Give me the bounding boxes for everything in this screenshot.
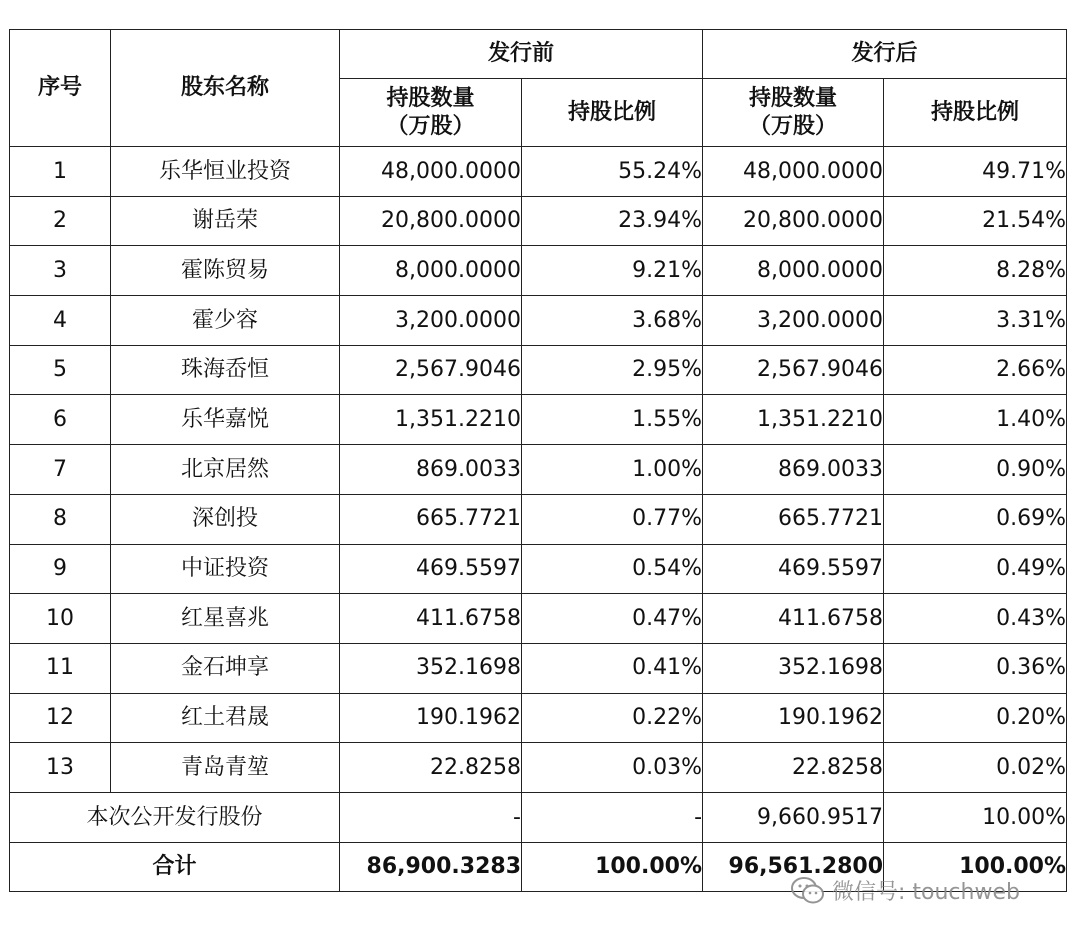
table-row [10, 147, 1067, 197]
cell-before-ratio: 23.94% [522, 196, 703, 246]
cell-after-shares: 8,000.0000 [703, 246, 884, 296]
header-shares-line1: 持股数量 [386, 86, 475, 111]
shareholder-table [9, 29, 1067, 892]
table-row [10, 743, 1067, 793]
cell-shareholder-name: 乐华恒业投资 [111, 147, 340, 197]
cell-after-shares: 20,800.0000 [703, 196, 884, 246]
cell-after-ratio: 2.66% [884, 345, 1067, 395]
cell-shareholder-name: 霍少容 [111, 296, 340, 346]
cell-seq: 12 [10, 693, 111, 743]
total-label: 合计 [10, 842, 340, 892]
cell-before-shares: 1,351.2210 [340, 395, 522, 445]
cell-after-ratio: 49.71% [884, 147, 1067, 197]
cell-before-ratio: 0.77% [522, 494, 703, 544]
watermark-text: 微信号: touchweb [832, 880, 1020, 905]
cell-shareholder-name: 北京居然 [111, 445, 340, 495]
table-body [10, 147, 1067, 892]
cell-shareholder-name: 金石坤享 [111, 643, 340, 693]
cell-after-shares: 2,567.9046 [703, 345, 884, 395]
cell-after-ratio: 1.40% [884, 395, 1067, 445]
cell-before-ratio: 2.95% [522, 345, 703, 395]
cell-before-shares: 869.0033 [340, 445, 522, 495]
watermark [790, 875, 1020, 906]
header-after-group: 发行后 [703, 30, 1067, 79]
cell-seq: 11 [10, 643, 111, 693]
header-shares-line2: （万股） [386, 113, 475, 139]
cell-before-ratio: 100.00% [522, 842, 703, 892]
cell-after-shares: 665.7721 [703, 494, 884, 544]
table-row [10, 544, 1067, 594]
table-row [10, 345, 1067, 395]
cell-seq: 8 [10, 494, 111, 544]
cell-before-shares: 3,200.0000 [340, 296, 522, 346]
header-shares-line2: （万股） [749, 113, 838, 139]
table-row [10, 296, 1067, 346]
cell-before-shares: - [340, 792, 522, 842]
table-row [10, 445, 1067, 495]
cell-seq: 13 [10, 743, 111, 793]
cell-shareholder-name: 珠海岙恒 [111, 345, 340, 395]
cell-after-ratio: 100.00% [884, 842, 1067, 892]
cell-shareholder-name: 霍陈贸易 [111, 246, 340, 296]
cell-after-shares: 190.1962 [703, 693, 884, 743]
cell-after-shares: 411.6758 [703, 594, 884, 644]
cell-before-ratio: 0.41% [522, 643, 703, 693]
cell-seq: 5 [10, 345, 111, 395]
header-name: 股东名称 [111, 30, 340, 147]
cell-after-ratio: 0.43% [884, 594, 1067, 644]
cell-before-ratio: 0.47% [522, 594, 703, 644]
cell-after-ratio: 0.69% [884, 494, 1067, 544]
cell-after-shares: 352.1698 [703, 643, 884, 693]
table-row [10, 643, 1067, 693]
header-before-group: 发行前 [340, 30, 703, 79]
cell-shareholder-name: 深创投 [111, 494, 340, 544]
cell-seq: 4 [10, 296, 111, 346]
cell-seq: 2 [10, 196, 111, 246]
cell-before-ratio: 0.54% [522, 544, 703, 594]
cell-after-ratio: 8.28% [884, 246, 1067, 296]
cell-before-ratio: 9.21% [522, 246, 703, 296]
cell-before-shares: 48,000.0000 [340, 147, 522, 197]
table-row [10, 196, 1067, 246]
header-before-ratio: 持股比例 [522, 79, 703, 147]
public-offering-row [10, 792, 1067, 842]
header-before-shares [340, 79, 522, 147]
cell-before-shares: 190.1962 [340, 693, 522, 743]
cell-after-shares: 469.5597 [703, 544, 884, 594]
cell-shareholder-name: 中证投资 [111, 544, 340, 594]
public-offering-label: 本次公开发行股份 [10, 792, 340, 842]
cell-before-shares: 20,800.0000 [340, 196, 522, 246]
cell-shareholder-name: 青岛青堃 [111, 743, 340, 793]
cell-shareholder-name: 乐华嘉悦 [111, 395, 340, 445]
cell-after-ratio: 0.20% [884, 693, 1067, 743]
header-row-groups [10, 30, 1067, 79]
cell-after-shares: 869.0033 [703, 445, 884, 495]
table-row [10, 594, 1067, 644]
cell-before-shares: 22.8258 [340, 743, 522, 793]
cell-after-ratio: 0.36% [884, 643, 1067, 693]
cell-after-ratio: 10.00% [884, 792, 1067, 842]
header-seq: 序号 [10, 30, 111, 147]
cell-after-shares: 1,351.2210 [703, 395, 884, 445]
cell-before-shares: 665.7721 [340, 494, 522, 544]
cell-before-shares: 469.5597 [340, 544, 522, 594]
table-row [10, 693, 1067, 743]
cell-shareholder-name: 红土君晟 [111, 693, 340, 743]
cell-before-ratio: - [522, 792, 703, 842]
cell-seq: 10 [10, 594, 111, 644]
cell-shareholder-name: 红星喜兆 [111, 594, 340, 644]
cell-after-ratio: 3.31% [884, 296, 1067, 346]
cell-before-ratio: 1.55% [522, 395, 703, 445]
wechat-icon [790, 876, 826, 906]
cell-before-ratio: 0.22% [522, 693, 703, 743]
cell-after-ratio: 0.90% [884, 445, 1067, 495]
cell-shareholder-name: 谢岳荣 [111, 196, 340, 246]
cell-before-ratio: 0.03% [522, 743, 703, 793]
cell-after-shares: 9,660.9517 [703, 792, 884, 842]
cell-after-ratio: 0.49% [884, 544, 1067, 594]
cell-seq: 6 [10, 395, 111, 445]
cell-before-shares: 86,900.3283 [340, 842, 522, 892]
cell-before-ratio: 55.24% [522, 147, 703, 197]
cell-before-ratio: 3.68% [522, 296, 703, 346]
cell-seq: 3 [10, 246, 111, 296]
table-row [10, 395, 1067, 445]
cell-before-shares: 2,567.9046 [340, 345, 522, 395]
cell-after-shares: 22.8258 [703, 743, 884, 793]
cell-before-shares: 411.6758 [340, 594, 522, 644]
header-shares-line1: 持股数量 [749, 86, 838, 111]
cell-before-shares: 8,000.0000 [340, 246, 522, 296]
cell-after-ratio: 21.54% [884, 196, 1067, 246]
cell-before-shares: 352.1698 [340, 643, 522, 693]
cell-after-shares: 3,200.0000 [703, 296, 884, 346]
header-after-ratio: 持股比例 [884, 79, 1067, 147]
cell-before-ratio: 1.00% [522, 445, 703, 495]
table-row [10, 494, 1067, 544]
header-after-shares [703, 79, 884, 147]
cell-after-ratio: 0.02% [884, 743, 1067, 793]
cell-seq: 9 [10, 544, 111, 594]
cell-seq: 1 [10, 147, 111, 197]
cell-after-shares: 96,561.2800 [703, 842, 884, 892]
cell-seq: 7 [10, 445, 111, 495]
cell-after-shares: 48,000.0000 [703, 147, 884, 197]
table-row [10, 246, 1067, 296]
